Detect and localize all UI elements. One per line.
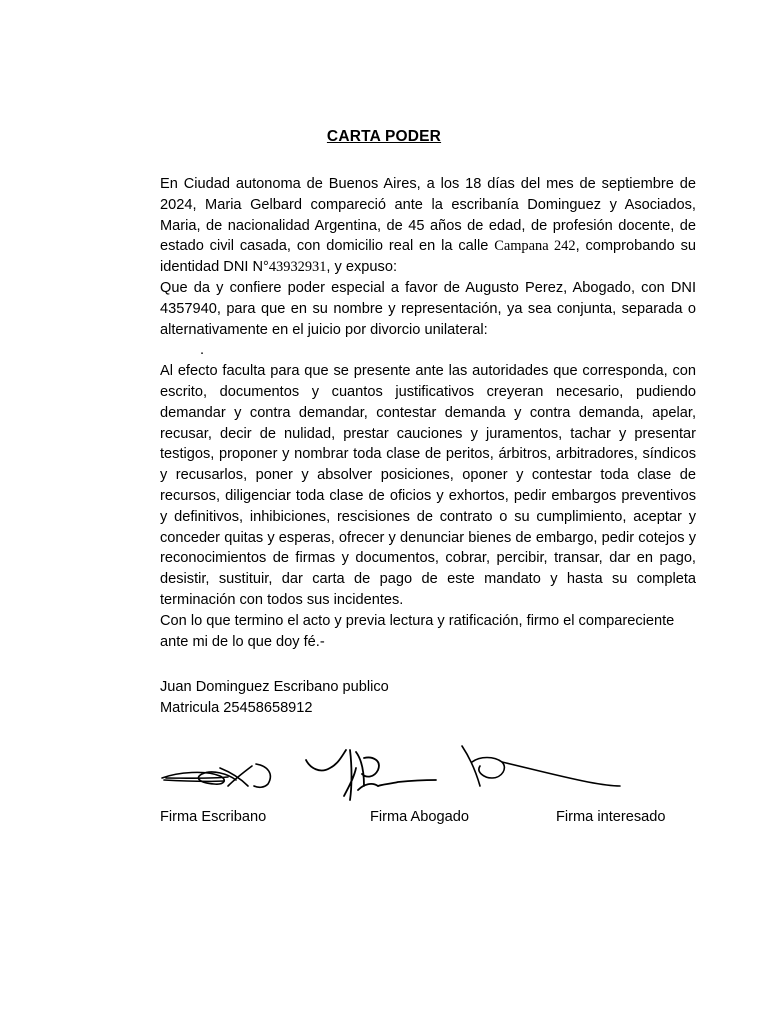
paragraph-appearance <box>160 174 696 278</box>
signature-interesado <box>462 746 620 786</box>
address-value: Campana 242 <box>494 238 576 255</box>
label-firma-abogado: Firma Abogado <box>370 809 469 825</box>
identity-text: , comprobando su identidad DNI N° <box>160 238 697 276</box>
label-firma-escribano: Firma Escribano <box>160 809 267 825</box>
appearance-text: En Ciudad autonoma de Buenos Aires, a los 18 días del mes de septiembre de 2024, Maria Gelbard compareció ante la escribanía Dominguez y Asociados, Maria, de nacionalidad Argentina, de 45 años de edad, de profesión docente, de estado civil casada, con domicilio real en la calle <box>160 176 696 255</box>
signature-escribano <box>162 764 270 787</box>
document-title: CARTA PODER <box>326 128 442 145</box>
paragraph-power-grant: Que da y confiere poder especial a favor de Augusto Perez, Abogado, con DNI 4357940, para que en su nombre y representación, ya sea conjunta, separada o alternativamente en el juicio por divorcio unilateral: <box>160 279 696 338</box>
document-body <box>160 174 696 652</box>
dni-value: 43932931 <box>268 259 327 276</box>
label-firma-interesado: Firma interesado <box>556 809 666 825</box>
paragraph-closing: Con lo que termino el acto y previa lectura y ratificación, firmo el compareciente ante mi de lo que doy fé.- <box>160 612 675 650</box>
notary-name: Juan Dominguez Escribano publico <box>160 679 389 695</box>
bullet-dot: . <box>200 342 205 359</box>
signatures-area <box>158 738 638 810</box>
paragraph-faculties: Al efecto faculta para que se presente ante las autoridades que corresponda, con escrito, documentos y cuantos justificativos creyeran necesario, pudiendo demandar y contra demandar, contestar demanda y contra demanda, apelar, recusar, decir de nulidad, prestar cauciones y juramentos, tachar y presentar testigos, proponer y nombrar toda clase de peritos, árbitros, arbitradores, síndicos y recusarlos, poner y absolver posiciones, oponer y contestar toda clase de recursos, diligenciar toda clase de oficios y exhortos, pedir embargos preventivos y definitivos, inhibiciones, rescisiones de contrato o su cumplimiento, aceptar y conceder quitas y esperas, ofrecer y denunciar bienes de embargo, pedir cotejos y reconocimientos de firmas y documentos, cobrar, percibir, transar, dar en pago, desistir, sustituir, dar carta de pago de este mandato y hasta su completa terminación con todos sus incidentes. <box>160 363 696 608</box>
notary-matricula: Matricula 25458658912 <box>160 699 313 716</box>
notary-block <box>160 677 389 719</box>
signature-abogado <box>306 750 436 800</box>
expuso-text: , y expuso: <box>326 259 397 276</box>
